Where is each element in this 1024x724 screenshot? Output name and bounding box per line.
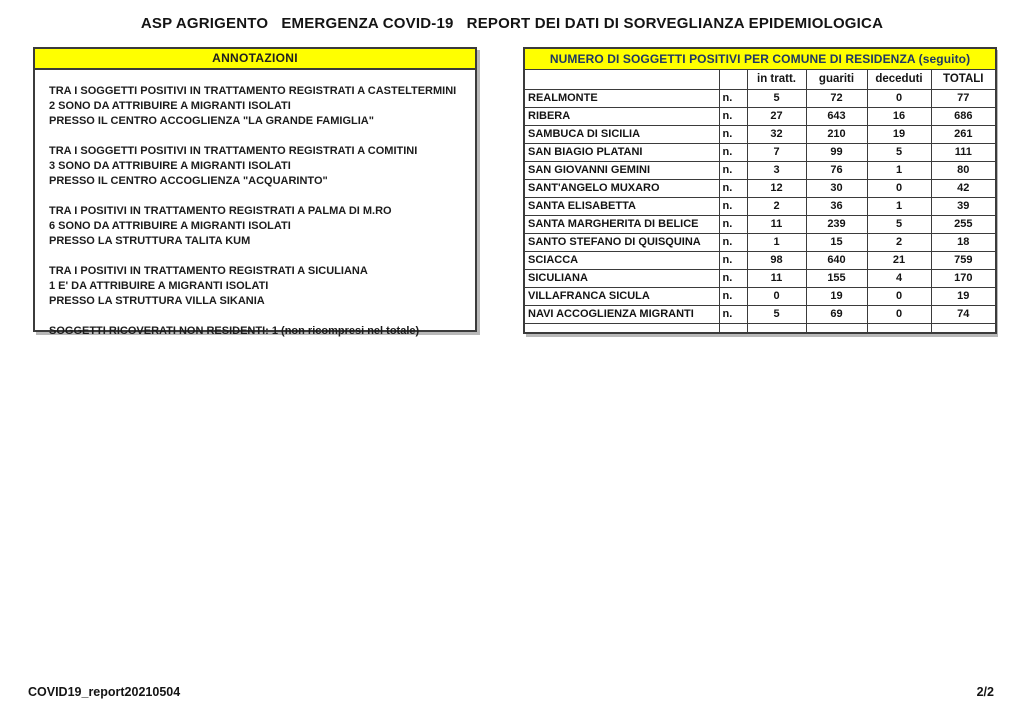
comune-name-cell: SANT'ANGELO MUXARO (524, 179, 719, 197)
guariti-cell: 30 (806, 179, 867, 197)
comune-name-cell: SCIACCA (524, 251, 719, 269)
comune-name-cell: SAN GIOVANNI GEMINI (524, 161, 719, 179)
in-tratt-cell: 3 (747, 161, 806, 179)
totali-cell: 261 (931, 125, 996, 143)
deceduti-cell: 0 (867, 89, 931, 107)
row-prefix-cell: n. (719, 305, 747, 323)
comuni-table (523, 47, 995, 334)
table-row (524, 197, 996, 215)
table-title-row (524, 48, 996, 69)
guariti-cell: 99 (806, 143, 867, 161)
totali-cell: 255 (931, 215, 996, 233)
totali-cell: 111 (931, 143, 996, 161)
guariti-cell: 19 (806, 287, 867, 305)
row-prefix-cell: n. (719, 179, 747, 197)
table-title: NUMERO DI SOGGETTI POSITIVI PER COMUNE DI RESIDENZA (seguito) (524, 48, 996, 69)
annotation-line: 3 SONO DA ATTRIBUIRE A MIGRANTI ISOLATI (49, 160, 291, 172)
deceduti-cell: 4 (867, 269, 931, 287)
empty-cell (719, 323, 747, 333)
footer-page-number: 2/2 (976, 685, 994, 699)
comune-name-cell: VILLAFRANCA SICULA (524, 287, 719, 305)
comune-header-cell (524, 69, 719, 89)
annotation-line: TRA I SOGGETTI POSITIVI IN TRATTAMENTO REGISTRATI A CASTELTERMINI (49, 85, 457, 97)
annotation-line: PRESSO LA STRUTTURA VILLA SIKANIA (49, 295, 265, 307)
row-prefix-cell: n. (719, 107, 747, 125)
empty-cell (931, 323, 996, 333)
empty-row (524, 323, 996, 333)
guariti-cell: 155 (806, 269, 867, 287)
comune-name-cell: SANTO STEFANO DI QUISQUINA (524, 233, 719, 251)
prefix-header-cell (719, 69, 747, 89)
deceduti-cell: 16 (867, 107, 931, 125)
guariti-cell: 210 (806, 125, 867, 143)
deceduti-cell: 2 (867, 233, 931, 251)
in-tratt-cell: 11 (747, 215, 806, 233)
deceduti-cell: 19 (867, 125, 931, 143)
row-prefix-cell: n. (719, 269, 747, 287)
row-prefix-cell: n. (719, 125, 747, 143)
guariti-cell: 76 (806, 161, 867, 179)
table-row (524, 251, 996, 269)
annotation-line: TRA I POSITIVI IN TRATTAMENTO REGISTRATI A SICULIANA (49, 265, 368, 277)
table-row (524, 269, 996, 287)
guariti-cell: 15 (806, 233, 867, 251)
row-prefix-cell: n. (719, 143, 747, 161)
annotation-paragraph (49, 204, 465, 249)
annotation-paragraph (49, 324, 465, 339)
comune-name-cell: NAVI ACCOGLIENZA MIGRANTI (524, 305, 719, 323)
annotation-line: TRA I POSITIVI IN TRATTAMENTO REGISTRATI A PALMA DI M.RO (49, 205, 392, 217)
row-prefix-cell: n. (719, 251, 747, 269)
in-tratt-cell: 12 (747, 179, 806, 197)
in-tratt-cell: 7 (747, 143, 806, 161)
annotation-paragraph (49, 84, 465, 129)
in-tratt-cell: 2 (747, 197, 806, 215)
footer-filename: COVID19_report20210504 (28, 685, 181, 699)
row-prefix-cell: n. (719, 197, 747, 215)
annotation-line: SOGGETTI RICOVERATI NON RESIDENTI: 1 (non ricompresi nel totale) (49, 325, 420, 337)
totali-cell: 42 (931, 179, 996, 197)
annotation-line: TRA I SOGGETTI POSITIVI IN TRATTAMENTO REGISTRATI A COMITINI (49, 145, 418, 157)
empty-cell (524, 323, 719, 333)
totali-cell: 18 (931, 233, 996, 251)
deceduti-cell: 0 (867, 179, 931, 197)
deceduti-cell: 5 (867, 215, 931, 233)
table-row (524, 107, 996, 125)
comuni-data-table (523, 47, 997, 334)
page-title: ASP AGRIGENTO EMERGENZA COVID-19 REPORT DEI DATI DI SORVEGLIANZA EPIDEMIOLOGICA (140, 15, 884, 32)
col-header-deceduti: deceduti (867, 69, 931, 89)
comune-name-cell: SANTA ELISABETTA (524, 197, 719, 215)
totali-cell: 80 (931, 161, 996, 179)
empty-cell (806, 323, 867, 333)
annotation-line: 1 E' DA ATTRIBUIRE A MIGRANTI ISOLATI (49, 280, 269, 292)
annotations-header: ANNOTAZIONI (35, 49, 475, 70)
deceduti-cell: 0 (867, 305, 931, 323)
deceduti-cell: 1 (867, 197, 931, 215)
annotation-paragraph (49, 144, 465, 189)
col-header-totali: TOTALI (931, 69, 996, 89)
annotation-line: 6 SONO DA ATTRIBUIRE A MIGRANTI ISOLATI (49, 220, 291, 232)
table-row (524, 305, 996, 323)
totali-cell: 170 (931, 269, 996, 287)
in-tratt-cell: 1 (747, 233, 806, 251)
row-prefix-cell: n. (719, 233, 747, 251)
deceduti-cell: 21 (867, 251, 931, 269)
totali-cell: 19 (931, 287, 996, 305)
totali-cell: 686 (931, 107, 996, 125)
table-row (524, 143, 996, 161)
table-row (524, 161, 996, 179)
annotations-body (35, 70, 475, 339)
guariti-cell: 640 (806, 251, 867, 269)
in-tratt-cell: 98 (747, 251, 806, 269)
deceduti-cell: 1 (867, 161, 931, 179)
in-tratt-cell: 5 (747, 89, 806, 107)
comune-name-cell: SAN BIAGIO PLATANI (524, 143, 719, 161)
in-tratt-cell: 11 (747, 269, 806, 287)
annotation-paragraph (49, 264, 465, 309)
comune-name-cell: SAMBUCA DI SICILIA (524, 125, 719, 143)
comune-name-cell: RIBERA (524, 107, 719, 125)
table-row (524, 215, 996, 233)
guariti-cell: 239 (806, 215, 867, 233)
table-row (524, 125, 996, 143)
row-prefix-cell: n. (719, 287, 747, 305)
totali-cell: 759 (931, 251, 996, 269)
annotation-line: PRESSO IL CENTRO ACCOGLIENZA "LA GRANDE FAMIGLIA" (49, 115, 374, 127)
in-tratt-cell: 5 (747, 305, 806, 323)
comune-name-cell: SANTA MARGHERITA DI BELICE (524, 215, 719, 233)
table-row (524, 179, 996, 197)
deceduti-cell: 5 (867, 143, 931, 161)
col-header-guariti: guariti (806, 69, 867, 89)
row-prefix-cell: n. (719, 89, 747, 107)
table-row (524, 89, 996, 107)
annotation-line: PRESSO IL CENTRO ACCOGLIENZA "ACQUARINTO" (49, 175, 328, 187)
in-tratt-cell: 32 (747, 125, 806, 143)
guariti-cell: 69 (806, 305, 867, 323)
col-header-in-tratt: in tratt. (747, 69, 806, 89)
annotation-line: PRESSO LA STRUTTURA TALITA KUM (49, 235, 251, 247)
table-row (524, 287, 996, 305)
annotation-line: 2 SONO DA ATTRIBUIRE A MIGRANTI ISOLATI (49, 100, 291, 112)
totali-cell: 74 (931, 305, 996, 323)
guariti-cell: 36 (806, 197, 867, 215)
annotations-box (33, 47, 477, 337)
empty-cell (747, 323, 806, 333)
guariti-cell: 72 (806, 89, 867, 107)
row-prefix-cell: n. (719, 215, 747, 233)
table-row (524, 233, 996, 251)
deceduti-cell: 0 (867, 287, 931, 305)
totali-cell: 77 (931, 89, 996, 107)
in-tratt-cell: 27 (747, 107, 806, 125)
comune-name-cell: SICULIANA (524, 269, 719, 287)
guariti-cell: 643 (806, 107, 867, 125)
totali-cell: 39 (931, 197, 996, 215)
empty-cell (867, 323, 931, 333)
column-header-row (524, 69, 996, 89)
in-tratt-cell: 0 (747, 287, 806, 305)
comune-name-cell: REALMONTE (524, 89, 719, 107)
comuni-table-body (524, 89, 996, 333)
row-prefix-cell: n. (719, 161, 747, 179)
